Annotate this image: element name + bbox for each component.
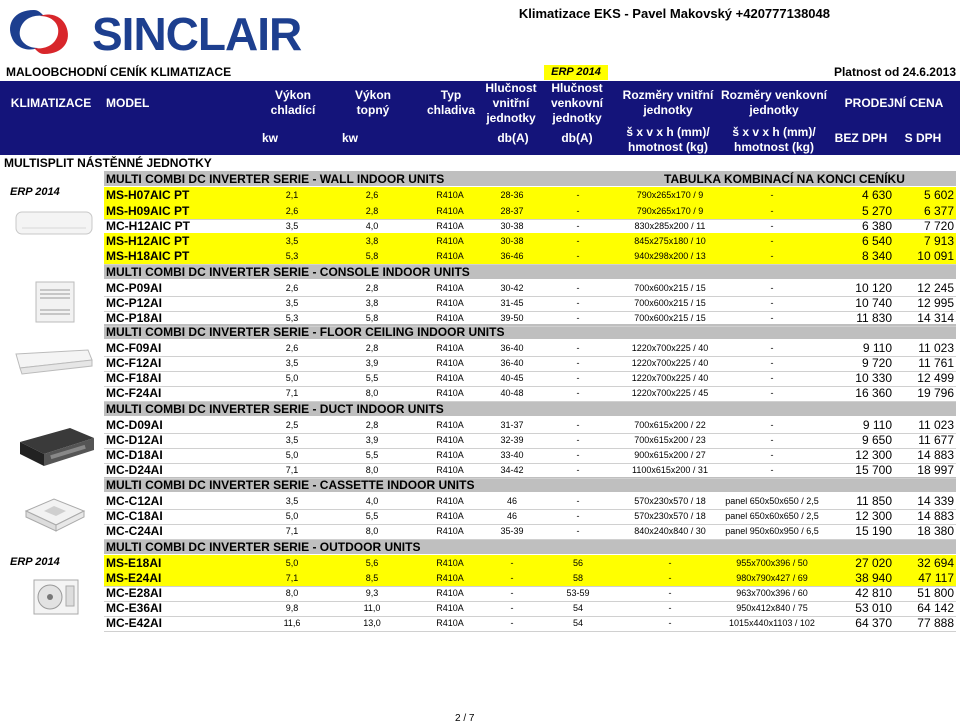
duct-unit-image (14, 420, 98, 470)
dealer-contact: Klimatizace EKS - Pavel Makovský +420777138048 (518, 6, 830, 21)
cooling-capacity: 5,3 (285, 251, 299, 261)
heating-capacity: 2,8 (365, 420, 379, 430)
refrigerant-type: R410A (436, 573, 464, 583)
outdoor-dimensions: - (770, 313, 774, 323)
erp-badge: ERP 2014 (544, 65, 608, 80)
col-klimatizace: KLIMATIZACE (10, 96, 92, 110)
heating-capacity: 2,8 (365, 206, 379, 216)
cooling-capacity: 3,5 (285, 236, 299, 246)
table-row (104, 615, 956, 632)
outdoor-dimensions: - (770, 221, 774, 231)
outdoor-noise: 58 (572, 573, 583, 583)
outdoor-noise: - (576, 496, 580, 506)
heating-capacity: 3,8 (365, 298, 379, 308)
indoor-noise: 31-45 (500, 298, 524, 308)
heating-capacity: 5,6 (365, 558, 379, 568)
cooling-capacity: 2,5 (285, 420, 299, 430)
heating-capacity: 2,8 (365, 343, 379, 353)
indoor-noise: 36-40 (500, 343, 524, 353)
unit-s-dph: S DPH (904, 131, 942, 145)
series-wall (104, 171, 956, 186)
outdoor-noise: - (576, 388, 580, 398)
unit-rozmery-vn: š x v x h (mm)/ hmotnost (kg) (626, 125, 710, 154)
price-without-vat: 53 010 (855, 601, 892, 615)
outdoor-dimensions: - (770, 450, 774, 460)
price-without-vat: 9 650 (861, 433, 892, 447)
indoor-noise: - (510, 588, 514, 598)
cooling-capacity: 5,0 (285, 558, 299, 568)
indoor-dimensions: 1220x700x225 / 40 (631, 373, 709, 383)
outdoor-noise: - (576, 465, 580, 475)
price-without-vat: 10 330 (855, 371, 892, 385)
refrigerant-type: R410A (436, 236, 464, 246)
indoor-noise: 40-45 (500, 373, 524, 383)
outdoor-dimensions: panel 950x60x950 / 6,5 (725, 526, 819, 536)
model-name: MC-P09AI (106, 281, 163, 295)
indoor-noise: 46 (506, 496, 517, 506)
heating-capacity: 5,8 (365, 251, 379, 261)
col-rozmery-venkovni: Rozměry venkovní jednotky (720, 88, 828, 117)
col-hlucnost-venkovni: Hlučnost venkovní jednotky (550, 81, 604, 125)
refrigerant-type: R410A (436, 588, 464, 598)
heating-capacity: 5,5 (365, 511, 379, 521)
outdoor-dimensions: - (770, 435, 774, 445)
price-with-vat: 64 142 (917, 601, 954, 615)
model-name: MC-F09AI (106, 341, 162, 355)
outdoor-dimensions: - (770, 206, 774, 216)
indoor-dimensions: 700x615x200 / 22 (634, 420, 706, 430)
cooling-capacity: 7,1 (285, 388, 299, 398)
heating-capacity: 3,9 (365, 358, 379, 368)
heating-capacity: 3,8 (365, 236, 379, 246)
price-without-vat: 11 850 (856, 494, 892, 508)
indoor-noise: 36-40 (500, 358, 524, 368)
series-duct (104, 401, 956, 416)
table-row (104, 523, 956, 540)
model-name: MC-E28AI (106, 586, 163, 600)
table-row (104, 310, 956, 327)
refrigerant-type: R410A (436, 420, 464, 430)
outdoor-noise: - (576, 283, 580, 293)
model-name: MC-E36AI (106, 601, 163, 615)
outdoor-dimensions: - (770, 190, 774, 200)
outdoor-dimensions: - (770, 420, 774, 430)
indoor-dimensions: - (668, 573, 672, 583)
price-without-vat: 10 740 (855, 296, 892, 310)
indoor-dimensions: - (668, 618, 672, 628)
price-with-vat: 19 796 (917, 386, 954, 400)
series-label: MULTI COMBI DC INVERTER SERIE - DUCT INDOOR UNITS (106, 402, 444, 416)
series-label: MULTI COMBI DC INVERTER SERIE - FLOOR CEILING INDOOR UNITS (106, 325, 505, 339)
model-name: MC-F12AI (106, 356, 162, 370)
price-without-vat: 38 940 (855, 571, 892, 585)
cooling-capacity: 5,3 (285, 313, 299, 323)
price-with-vat: 14 883 (917, 509, 954, 523)
heating-capacity: 5,8 (365, 313, 379, 323)
cooling-capacity: 5,0 (285, 373, 299, 383)
indoor-noise: - (510, 558, 514, 568)
console-unit-image (34, 280, 76, 324)
refrigerant-type: R410A (436, 206, 464, 216)
cassette-unit-image (22, 493, 88, 537)
cooling-capacity: 3,5 (285, 298, 299, 308)
model-name: MS-H18AIC PT (106, 249, 190, 263)
refrigerant-type: R410A (436, 496, 464, 506)
outdoor-noise: - (576, 420, 580, 430)
heating-capacity: 11,0 (363, 603, 381, 613)
indoor-dimensions: 1100x615x200 / 31 (632, 465, 708, 475)
cooling-capacity: 11,6 (283, 618, 301, 628)
col-vykon-topny: Výkon topný (354, 88, 391, 117)
price-without-vat: 12 300 (855, 509, 892, 523)
indoor-dimensions: 790x265x170 / 9 (636, 190, 704, 200)
outdoor-noise: 56 (572, 558, 583, 568)
price-without-vat: 11 830 (856, 311, 892, 325)
price-with-vat: 5 602 (923, 188, 954, 202)
price-list-title: MALOOBCHODNÍ CENÍK KLIMATIZACE (6, 65, 232, 79)
outdoor-dimensions: - (770, 236, 774, 246)
refrigerant-type: R410A (436, 251, 464, 261)
unit-db-vn: db(A) (497, 131, 529, 145)
heating-capacity: 8,0 (365, 526, 379, 536)
outdoor-noise: - (576, 358, 580, 368)
price-without-vat: 16 360 (855, 386, 892, 400)
price-without-vat: 4 630 (861, 188, 892, 202)
price-with-vat: 12 995 (917, 296, 954, 310)
indoor-noise: 30-38 (500, 236, 524, 246)
outdoor-dimensions: - (770, 373, 774, 383)
price-without-vat: 15 700 (855, 463, 892, 477)
indoor-noise: 46 (506, 511, 517, 521)
indoor-noise: - (510, 603, 514, 613)
logo-swirl-icon (10, 10, 68, 54)
indoor-dimensions: 790x265x170 / 9 (636, 206, 704, 216)
refrigerant-type: R410A (436, 313, 464, 323)
indoor-dimensions: 700x600x215 / 15 (634, 298, 706, 308)
price-with-vat: 18 997 (917, 463, 954, 477)
series-cassette (104, 477, 956, 492)
indoor-dimensions: 940x298x200 / 13 (634, 251, 706, 261)
series-label: MULTI COMBI DC INVERTER SERIE - CASSETTE INDOOR UNITS (106, 478, 475, 492)
heating-capacity: 4,0 (365, 496, 379, 506)
cooling-capacity: 3,5 (285, 221, 299, 231)
outdoor-noise: - (576, 343, 580, 353)
heating-capacity: 3,9 (365, 435, 379, 445)
indoor-dimensions: - (668, 588, 672, 598)
heating-capacity: 9,3 (365, 588, 379, 598)
model-name: MC-D12AI (106, 433, 163, 447)
model-name: MC-C12AI (106, 494, 163, 508)
model-name: MC-D09AI (106, 418, 163, 432)
indoor-noise: 34-42 (500, 465, 524, 475)
series-label: MULTI COMBI DC INVERTER SERIE - OUTDOOR UNITS (106, 540, 421, 554)
model-name: MS-H09AIC PT (106, 204, 190, 218)
unit-rozmery-venk: š x v x h (mm)/ hmotnost (kg) (732, 125, 816, 154)
outdoor-dimensions: 955x700x396 / 50 (736, 558, 808, 568)
indoor-noise: 31-37 (500, 420, 524, 430)
indoor-dimensions: 830x285x200 / 11 (634, 221, 706, 231)
price-with-vat: 18 380 (917, 524, 954, 538)
outdoor-dimensions: 950x412x840 / 75 (736, 603, 808, 613)
price-without-vat: 9 720 (861, 356, 892, 370)
refrigerant-type: R410A (436, 373, 464, 383)
indoor-dimensions: 1220x700x225 / 40 (631, 343, 709, 353)
outdoor-dimensions: - (770, 465, 774, 475)
series-label: MULTI COMBI DC INVERTER SERIE - CONSOLE INDOOR UNITS (106, 265, 470, 279)
model-name: MS-E18AI (106, 556, 162, 570)
wall-unit-image (14, 206, 94, 240)
outdoor-unit-image (32, 578, 80, 618)
price-without-vat: 5 270 (861, 204, 892, 218)
indoor-dimensions: 845x275x180 / 10 (634, 236, 706, 246)
refrigerant-type: R410A (436, 450, 464, 460)
col-typ-chladiva: Typ chladiva (426, 88, 476, 117)
outdoor-noise: - (576, 236, 580, 246)
table-row (104, 385, 956, 402)
cooling-capacity: 3,5 (285, 435, 299, 445)
valid-from: Platnost od 24.6.2013 (833, 65, 956, 79)
price-with-vat: 7 913 (923, 234, 954, 248)
price-without-vat: 27 020 (855, 556, 892, 570)
indoor-noise: 30-42 (500, 283, 524, 293)
price-without-vat: 10 120 (855, 281, 892, 295)
model-name: MC-E42AI (106, 616, 163, 630)
model-name: MC-P18AI (106, 311, 163, 325)
model-name: MC-F18AI (106, 371, 162, 385)
outdoor-noise: 53-59 (566, 588, 590, 598)
indoor-noise: 39-50 (500, 313, 524, 323)
model-name: MS-H07AIC PT (106, 188, 190, 202)
heating-capacity: 2,6 (365, 190, 379, 200)
price-with-vat: 32 694 (917, 556, 954, 570)
heating-capacity: 8,0 (365, 465, 379, 475)
model-name: MC-P12AI (106, 296, 163, 310)
outdoor-dimensions: - (770, 283, 774, 293)
indoor-dimensions: 1220x700x225 / 40 (631, 358, 709, 368)
outdoor-dimensions: 980x790x427 / 69 (736, 573, 808, 583)
refrigerant-type: R410A (436, 298, 464, 308)
col-hlucnost-vnitrni: Hlučnost vnitřní jednotky (485, 81, 537, 125)
price-with-vat: 14 339 (917, 494, 954, 508)
cooling-capacity: 7,1 (285, 526, 299, 536)
cooling-capacity: 5,0 (285, 450, 299, 460)
table-row (104, 462, 956, 479)
model-name: MC-D18AI (106, 448, 163, 462)
outdoor-noise: - (576, 206, 580, 216)
outdoor-noise: - (576, 435, 580, 445)
outdoor-noise: - (576, 313, 580, 323)
price-with-vat: 14 314 (917, 311, 954, 325)
price-with-vat: 11 023 (918, 418, 954, 432)
outdoor-noise: - (576, 511, 580, 521)
price-without-vat: 9 110 (862, 418, 892, 432)
indoor-noise: 36-46 (500, 251, 524, 261)
heating-capacity: 2,8 (365, 283, 379, 293)
refrigerant-type: R410A (436, 618, 464, 628)
indoor-noise: 35-39 (500, 526, 524, 536)
cooling-capacity: 7,1 (285, 573, 299, 583)
price-with-vat: 11 677 (918, 433, 954, 447)
price-with-vat: 11 761 (918, 356, 954, 370)
cooling-capacity: 8,0 (285, 588, 299, 598)
model-name: MC-D24AI (106, 463, 163, 477)
outdoor-dimensions: - (770, 298, 774, 308)
indoor-noise: 40-48 (500, 388, 524, 398)
title-bar (4, 64, 956, 81)
outdoor-noise: - (576, 190, 580, 200)
series-label: MULTI COMBI DC INVERTER SERIE - WALL INDOOR UNITS (106, 172, 445, 186)
indoor-noise: 33-40 (500, 450, 524, 460)
indoor-dimensions: - (668, 558, 672, 568)
outdoor-dimensions: panel 650x50x650 / 2,5 (725, 496, 819, 506)
logo-wordmark: SINCLAIR (92, 8, 302, 60)
section-multisplit (0, 155, 960, 171)
price-with-vat: 14 883 (917, 448, 954, 462)
price-with-vat: 47 117 (918, 571, 954, 585)
refrigerant-type: R410A (436, 558, 464, 568)
unit-kw-chl: kw (262, 131, 279, 145)
price-without-vat: 42 810 (855, 586, 892, 600)
series-console (104, 264, 956, 279)
outdoor-noise: - (576, 373, 580, 383)
refrigerant-type: R410A (436, 465, 464, 475)
refrigerant-type: R410A (436, 511, 464, 521)
outdoor-noise: - (576, 450, 580, 460)
price-with-vat: 12 499 (917, 371, 954, 385)
outdoor-noise: 54 (572, 603, 583, 613)
erp-marker-outdoor: ERP 2014 (10, 556, 60, 568)
table-row (104, 187, 956, 204)
col-prodejni-cena: PRODEJNÍ CENA (844, 96, 944, 110)
price-with-vat: 51 800 (917, 586, 954, 600)
model-name: MC-C18AI (106, 509, 163, 523)
indoor-dimensions: 570x230x570 / 18 (634, 496, 706, 506)
series-note: TABULKA KOMBINACÍ NA KONCI CENÍKU (664, 172, 905, 186)
indoor-dimensions: 1220x700x225 / 45 (631, 388, 709, 398)
outdoor-dimensions: - (770, 388, 774, 398)
cooling-capacity: 3,5 (285, 358, 299, 368)
indoor-dimensions: 840x240x840 / 30 (634, 526, 706, 536)
model-name: MS-E24AI (106, 571, 162, 585)
indoor-dimensions: 700x615x200 / 23 (634, 435, 706, 445)
floor-ceiling-unit-image (12, 344, 96, 384)
table-row (104, 248, 956, 265)
outdoor-dimensions: 963x700x396 / 60 (736, 588, 808, 598)
price-with-vat: 10 091 (917, 249, 954, 263)
refrigerant-type: R410A (436, 435, 464, 445)
model-name: MC-C24AI (106, 524, 163, 538)
price-without-vat: 64 370 (855, 616, 892, 630)
indoor-noise: 28-37 (500, 206, 524, 216)
cooling-capacity: 2,6 (285, 206, 299, 216)
section-multisplit-title: MULTISPLIT NÁSTĚNNÉ JEDNOTKY (4, 156, 212, 170)
price-with-vat: 12 245 (917, 281, 954, 295)
indoor-dimensions: - (668, 603, 672, 613)
indoor-dimensions: 700x600x215 / 15 (634, 283, 706, 293)
indoor-noise: 32-39 (500, 435, 524, 445)
refrigerant-type: R410A (436, 343, 464, 353)
col-rozmery-vnitrni: Rozměry vnitřní jednotky (622, 88, 714, 117)
price-without-vat: 12 300 (855, 448, 892, 462)
cooling-capacity: 2,6 (285, 283, 299, 293)
refrigerant-type: R410A (436, 388, 464, 398)
unit-bez-dph: BEZ DPH (834, 131, 888, 145)
unit-db-venk: db(A) (561, 131, 593, 145)
model-name: MS-H12AIC PT (106, 234, 190, 248)
outdoor-dimensions: - (770, 343, 774, 353)
series-outdoor (104, 539, 956, 554)
outdoor-noise: - (576, 221, 580, 231)
outdoor-dimensions: - (770, 358, 774, 368)
indoor-noise: 30-38 (500, 221, 524, 231)
cooling-capacity: 5,0 (285, 511, 299, 521)
indoor-noise: 28-36 (500, 190, 524, 200)
heating-capacity: 13,0 (363, 618, 381, 628)
heating-capacity: 8,5 (365, 573, 379, 583)
refrigerant-type: R410A (436, 358, 464, 368)
heating-capacity: 8,0 (365, 388, 379, 398)
price-with-vat: 77 888 (917, 616, 954, 630)
price-without-vat: 6 380 (861, 219, 892, 233)
price-without-vat: 8 340 (861, 249, 892, 263)
unit-kw-top: kw (342, 131, 359, 145)
cooling-capacity: 7,1 (285, 465, 299, 475)
refrigerant-type: R410A (436, 526, 464, 536)
refrigerant-type: R410A (436, 190, 464, 200)
price-with-vat: 11 023 (918, 341, 954, 355)
price-with-vat: 6 377 (923, 204, 954, 218)
heating-capacity: 4,0 (365, 221, 379, 231)
indoor-dimensions: 570x230x570 / 18 (634, 511, 706, 521)
outdoor-dimensions: - (770, 251, 774, 261)
indoor-dimensions: 700x600x215 / 15 (634, 313, 706, 323)
outdoor-noise: - (576, 526, 580, 536)
outdoor-noise: - (576, 298, 580, 308)
model-name: MC-H12AIC PT (106, 219, 191, 233)
heating-capacity: 5,5 (365, 450, 379, 460)
column-header (0, 81, 960, 155)
cooling-capacity: 2,6 (285, 343, 299, 353)
page-indicator: 2 / 7 (455, 713, 475, 724)
price-without-vat: 15 190 (855, 524, 892, 538)
cooling-capacity: 2,1 (285, 190, 299, 200)
col-model: MODEL (106, 96, 150, 110)
indoor-dimensions: 900x615x200 / 27 (634, 450, 706, 460)
indoor-noise: - (510, 573, 514, 583)
refrigerant-type: R410A (436, 603, 464, 613)
outdoor-noise: 54 (572, 618, 583, 628)
erp-marker-wall: ERP 2014 (10, 186, 60, 198)
col-vykon-chladici: Výkon chladící (270, 88, 316, 117)
refrigerant-type: R410A (436, 221, 464, 231)
model-name: MC-F24AI (106, 386, 162, 400)
outdoor-dimensions: panel 650x60x650 / 2,5 (725, 511, 819, 521)
heating-capacity: 5,5 (365, 373, 379, 383)
price-without-vat: 6 540 (861, 234, 892, 248)
refrigerant-type: R410A (436, 283, 464, 293)
outdoor-dimensions: 1015x440x1103 / 102 (729, 618, 815, 628)
sinclair-logo (4, 2, 334, 62)
outdoor-noise: - (576, 251, 580, 261)
indoor-noise: - (510, 618, 514, 628)
cooling-capacity: 3,5 (285, 496, 299, 506)
price-with-vat: 7 720 (923, 219, 954, 233)
cooling-capacity: 9,8 (285, 603, 299, 613)
price-without-vat: 9 110 (862, 341, 892, 355)
